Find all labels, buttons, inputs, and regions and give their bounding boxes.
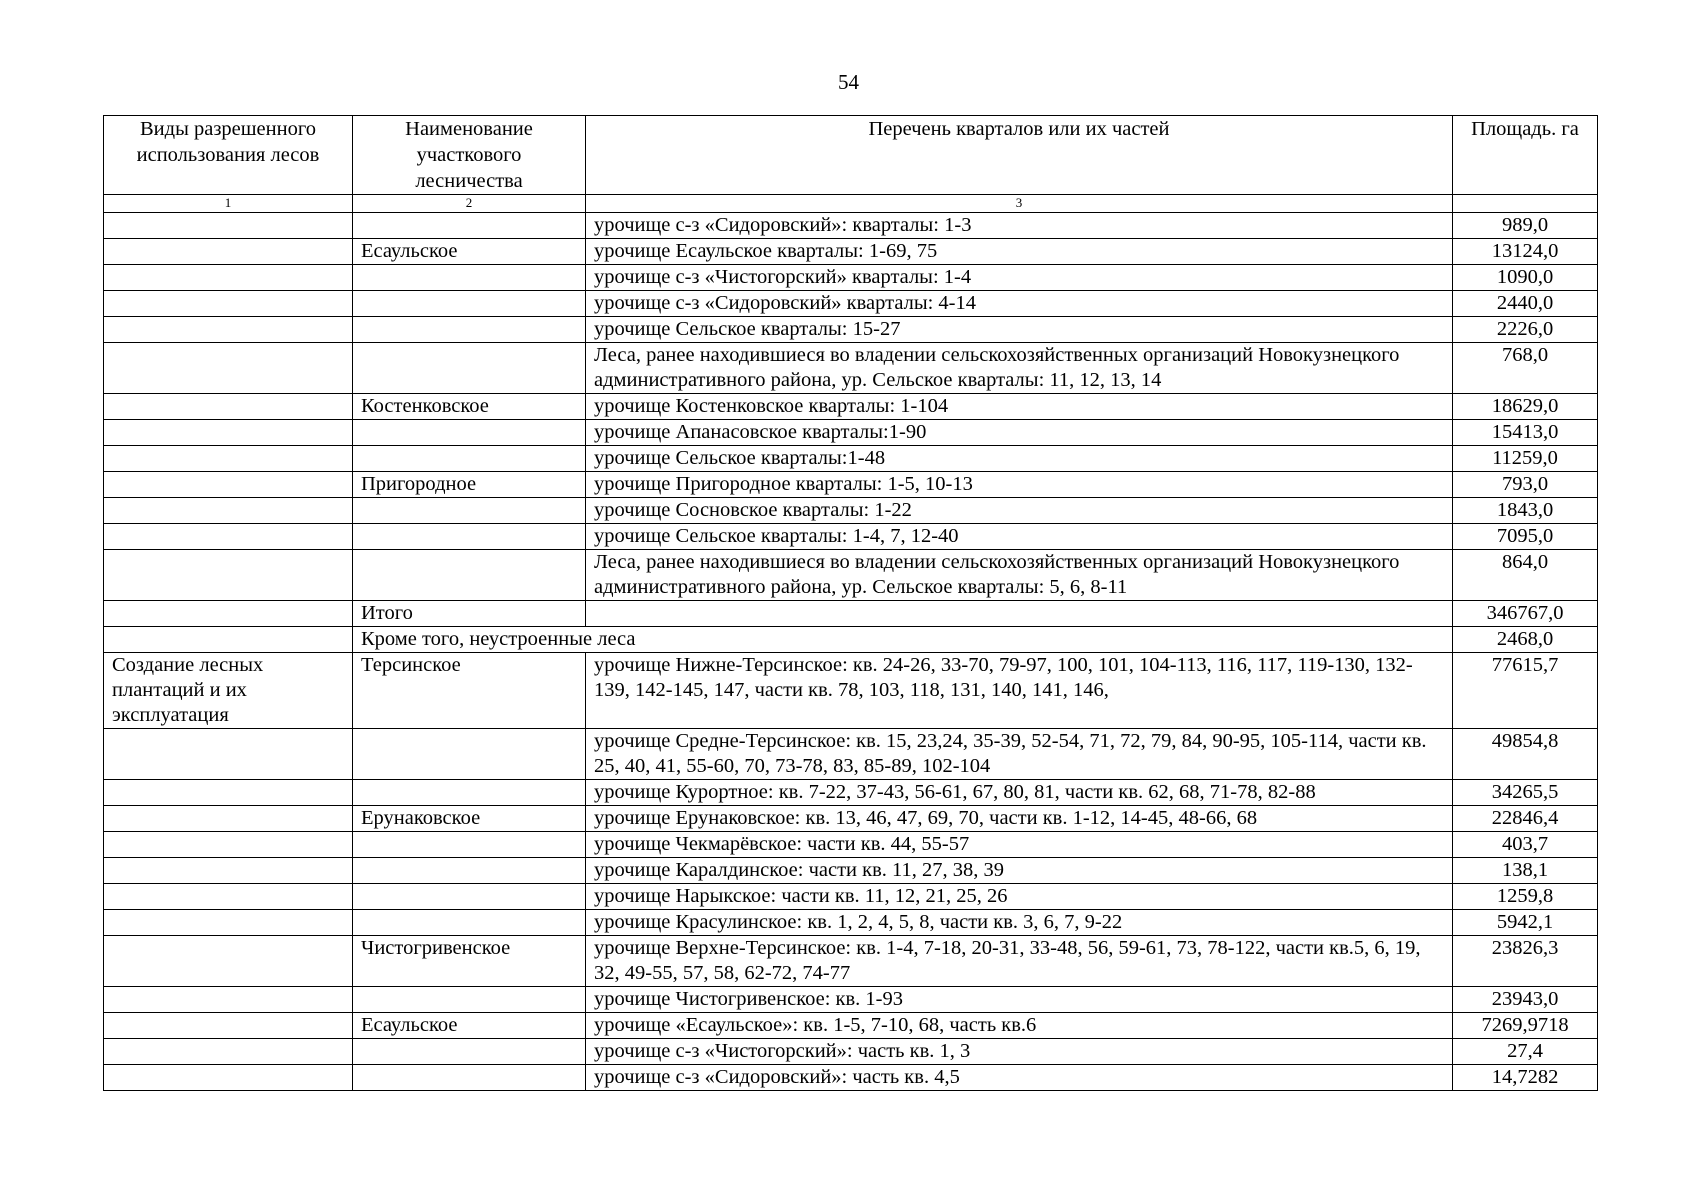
- table-row: [104, 498, 1598, 524]
- cell-forestry-name: [353, 291, 586, 317]
- cell-use-type: [104, 1039, 353, 1065]
- cell-use-type: [104, 601, 353, 627]
- table-row: [104, 472, 1598, 498]
- cell-quarters-list: урочище с-з «Сидоровский» кварталы: 4-14: [586, 291, 1453, 317]
- cell-area: 13124,0: [1453, 239, 1598, 265]
- cell-use-type: [104, 446, 353, 472]
- cell-quarters-list: урочище Красулинское: кв. 1, 2, 4, 5, 8, части кв. 3, 6, 7, 9-22: [586, 910, 1453, 936]
- column-number-row: [104, 195, 1598, 213]
- cell-forestry-name: [353, 498, 586, 524]
- table-row: [104, 1013, 1598, 1039]
- cell-area: 989,0: [1453, 213, 1598, 239]
- cell-quarters-list: урочище Пригородное кварталы: 1-5, 10-13: [586, 472, 1453, 498]
- cell-use-type: [104, 858, 353, 884]
- cell-forestry-name: [353, 987, 586, 1013]
- table-row: [104, 910, 1598, 936]
- header-area: Площадь. га: [1453, 116, 1598, 195]
- header-quarters-list: Перечень кварталов или их частей: [586, 116, 1453, 195]
- column-number: 1: [104, 195, 353, 213]
- cell-forestry-name: [353, 420, 586, 446]
- table-row: [104, 524, 1598, 550]
- cell-quarters-list: урочище Костенковское кварталы: 1-104: [586, 394, 1453, 420]
- table-body: [104, 213, 1598, 1091]
- cell-use-type: [104, 420, 353, 446]
- cell-use-type: [104, 524, 353, 550]
- cell-forestry-name: [353, 832, 586, 858]
- table-row: [104, 265, 1598, 291]
- cell-forestry-name: Ерунаковское: [353, 806, 586, 832]
- cell-use-type: [104, 239, 353, 265]
- cell-quarters-list: урочище Апанасовское кварталы:1-90: [586, 420, 1453, 446]
- cell-area: 1090,0: [1453, 265, 1598, 291]
- table-row: [104, 832, 1598, 858]
- cell-quarters-list: урочище Чистогривенское: кв. 1-93: [586, 987, 1453, 1013]
- cell-forestry-name: Есаульское: [353, 1013, 586, 1039]
- cell-quarters-list: урочище Сосновское кварталы: 1-22: [586, 498, 1453, 524]
- cell-use-type: [104, 498, 353, 524]
- cell-area: 23943,0: [1453, 987, 1598, 1013]
- cell-area: 864,0: [1453, 550, 1598, 601]
- table-header-row: [104, 116, 1598, 195]
- cell-use-type: [104, 627, 353, 653]
- cell-use-type: [104, 343, 353, 394]
- cell-quarters-list: урочище Ерунаковское: кв. 13, 46, 47, 69, 70, части кв. 1-12, 14-45, 48-66, 68: [586, 806, 1453, 832]
- cell-use-type: [104, 550, 353, 601]
- cell-use-type: [104, 780, 353, 806]
- table-row: [104, 446, 1598, 472]
- cell-quarters-list: урочище Курортное: кв. 7-22, 37-43, 56-61, 67, 80, 81, части кв. 62, 68, 71-78, 82-88: [586, 780, 1453, 806]
- cell-area: 18629,0: [1453, 394, 1598, 420]
- cell-use-type: [104, 291, 353, 317]
- cell-quarters-list: урочище Сельское кварталы: 15-27: [586, 317, 1453, 343]
- table-row: [104, 806, 1598, 832]
- table-row: [104, 601, 1598, 627]
- cell-use-type: [104, 910, 353, 936]
- cell-forestry-name: Терсинское: [353, 653, 586, 729]
- cell-use-type: [104, 1013, 353, 1039]
- table-row: [104, 1039, 1598, 1065]
- cell-use-type: [104, 213, 353, 239]
- cell-quarters-list: Леса, ранее находившиеся во владении сельскохозяйственных организаций Новокузнецкого административного района, ур. Сельское кварталы: 11, 12, 13, 14: [586, 343, 1453, 394]
- cell-use-type: [104, 394, 353, 420]
- table-row: [104, 884, 1598, 910]
- table-row: [104, 213, 1598, 239]
- table-row: [104, 729, 1598, 780]
- cell-quarters-list: урочище с-з «Чистогорский» кварталы: 1-4: [586, 265, 1453, 291]
- cell-quarters-list: урочище Каралдинское: части кв. 11, 27, 38, 39: [586, 858, 1453, 884]
- cell-use-type: [104, 729, 353, 780]
- cell-area: 138,1: [1453, 858, 1598, 884]
- cell-forestry-name: [353, 550, 586, 601]
- table-row: [104, 317, 1598, 343]
- cell-use-type: [104, 265, 353, 291]
- cell-area: 15413,0: [1453, 420, 1598, 446]
- cell-area: 403,7: [1453, 832, 1598, 858]
- cell-area: 2468,0: [1453, 627, 1598, 653]
- cell-total-label: Итого: [353, 601, 586, 627]
- cell-area: 34265,5: [1453, 780, 1598, 806]
- cell-forestry-name: [353, 524, 586, 550]
- cell-forestry-name: [353, 858, 586, 884]
- cell-forestry-name: [353, 884, 586, 910]
- table-row: [104, 420, 1598, 446]
- cell-use-type: [104, 884, 353, 910]
- table-row: [104, 239, 1598, 265]
- cell-forestry-name: Чистогривенское: [353, 936, 586, 987]
- cell-quarters-list: урочище с-з «Сидоровский»: часть кв. 4,5: [586, 1065, 1453, 1091]
- page-number: 54: [838, 70, 859, 94]
- cell-forestry-name: [353, 1065, 586, 1091]
- cell-area: 1843,0: [1453, 498, 1598, 524]
- cell-area: 2226,0: [1453, 317, 1598, 343]
- column-number: [1453, 195, 1598, 213]
- forest-use-table: [103, 115, 1598, 1091]
- table-row: [104, 936, 1598, 987]
- table-row: [104, 1065, 1598, 1091]
- cell-quarters-list: урочище «Есаульское»: кв. 1-5, 7-10, 68, часть кв.6: [586, 1013, 1453, 1039]
- column-number: 3: [586, 195, 1453, 213]
- cell-forestry-name: [353, 446, 586, 472]
- cell-use-type: [104, 987, 353, 1013]
- cell-forestry-name: [353, 265, 586, 291]
- cell-forestry-name: [353, 910, 586, 936]
- cell-area: 346767,0: [1453, 601, 1598, 627]
- cell-area: 77615,7: [1453, 653, 1598, 729]
- cell-use-type: [104, 936, 353, 987]
- cell-area: 2440,0: [1453, 291, 1598, 317]
- cell-quarters-list: урочище Средне-Терсинское: кв. 15, 23,24, 35-39, 52-54, 71, 72, 79, 84, 90-95, 105-114, части кв. 25, 40, 41, 55-60, 70, 73-78, 83, 85-89, 102-104: [586, 729, 1453, 780]
- cell-area: 768,0: [1453, 343, 1598, 394]
- cell-quarters-list: урочище с-з «Сидоровский»: кварталы: 1-3: [586, 213, 1453, 239]
- cell-quarters-list: урочище Есаульское кварталы: 1-69, 75: [586, 239, 1453, 265]
- cell-area: 7269,9718: [1453, 1013, 1598, 1039]
- cell-forestry-name: [353, 780, 586, 806]
- table-row: [104, 343, 1598, 394]
- cell-quarters-list: урочище Верхне-Терсинское: кв. 1-4, 7-18, 20-31, 33-48, 56, 59-61, 73, 78-122, части кв.5, 6, 19, 32, 49-55, 57, 58, 62-72, 74-77: [586, 936, 1453, 987]
- cell-quarters-list: урочище Сельское кварталы:1-48: [586, 446, 1453, 472]
- cell-quarters-list: урочище Нижне-Терсинское: кв. 24-26, 33-70, 79-97, 100, 101, 104-113, 116, 117, 119-130, 132-139, 142-145, 147, части кв. 78, 103, 118, 131, 140, 141, 146,: [586, 653, 1453, 729]
- cell-use-type: [104, 317, 353, 343]
- cell-forestry-name: Пригородное: [353, 472, 586, 498]
- cell-area: 27,4: [1453, 1039, 1598, 1065]
- cell-forestry-name: [353, 213, 586, 239]
- table-row: [104, 394, 1598, 420]
- table-row: [104, 550, 1598, 601]
- table-row: [104, 780, 1598, 806]
- cell-forestry-name: Есаульское: [353, 239, 586, 265]
- cell-area: 5942,1: [1453, 910, 1598, 936]
- cell-area: 1259,8: [1453, 884, 1598, 910]
- cell-quarters-list: урочище Чекмарёвское: части кв. 44, 55-57: [586, 832, 1453, 858]
- cell-forestry-name: [353, 1039, 586, 1065]
- cell-use-type: [104, 472, 353, 498]
- cell-area: 793,0: [1453, 472, 1598, 498]
- table-row: [104, 858, 1598, 884]
- cell-quarters-list: урочище Нарыкское: части кв. 11, 12, 21, 25, 26: [586, 884, 1453, 910]
- cell-quarters-list: Леса, ранее находившиеся во владении сельскохозяйственных организаций Новокузнецкого административного района, ур. Сельское кварталы: 5, 6, 8-11: [586, 550, 1453, 601]
- header-use-types: Виды разрешенного использования лесов: [104, 116, 353, 195]
- column-number: 2: [353, 195, 586, 213]
- cell-quarters-list: урочище Сельское кварталы: 1-4, 7, 12-40: [586, 524, 1453, 550]
- table-row: [104, 291, 1598, 317]
- cell-area: 22846,4: [1453, 806, 1598, 832]
- table-row: [104, 987, 1598, 1013]
- cell-forestry-name: [353, 317, 586, 343]
- table-row: [104, 627, 1598, 653]
- cell-use-type: [104, 832, 353, 858]
- cell-area: 49854,8: [1453, 729, 1598, 780]
- cell-area: 7095,0: [1453, 524, 1598, 550]
- cell-area: 23826,3: [1453, 936, 1598, 987]
- cell-forestry-name: [353, 729, 586, 780]
- header-forestry-name: Наименование участкового лесничества: [353, 116, 586, 195]
- cell-forestry-name: [353, 343, 586, 394]
- cell-forestry-name: Костенковское: [353, 394, 586, 420]
- cell-quarters-list: Кроме того, неустроенные леса: [353, 627, 1453, 653]
- cell-area: 14,7282: [1453, 1065, 1598, 1091]
- cell-area: 11259,0: [1453, 446, 1598, 472]
- cell-quarters-list: урочище с-з «Чистогорский»: часть кв. 1, 3: [586, 1039, 1453, 1065]
- table-row: [104, 653, 1598, 729]
- cell-use-type: [104, 806, 353, 832]
- cell-use-type: [104, 1065, 353, 1091]
- cell-use-type: Создание лесных плантаций и их эксплуатация: [104, 653, 353, 729]
- cell-quarters-list: [586, 601, 1453, 627]
